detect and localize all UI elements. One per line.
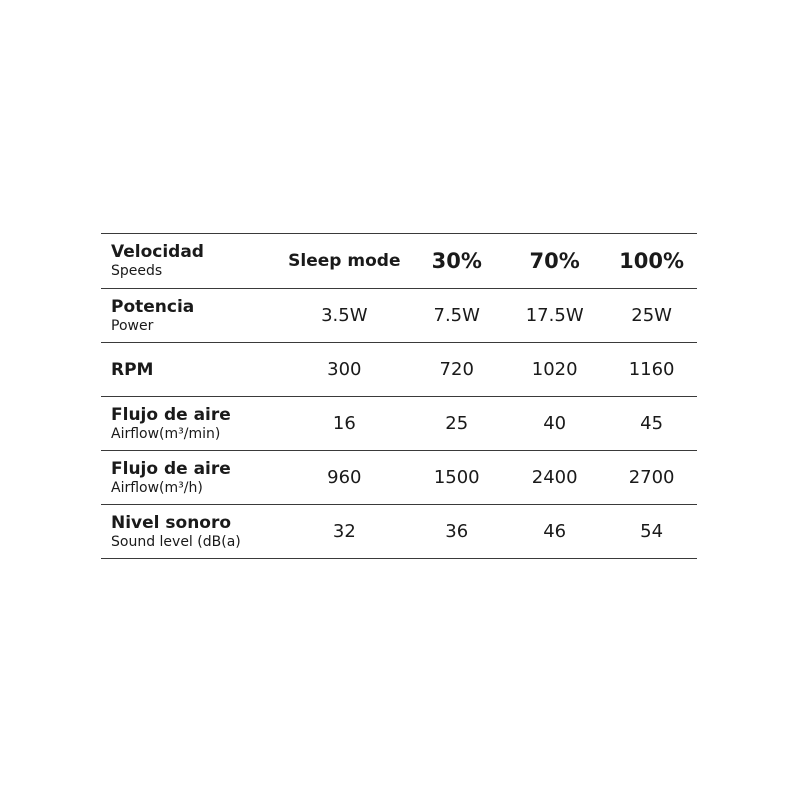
cell-value: 25: [445, 413, 469, 434]
cell-value: 2700: [628, 467, 675, 488]
column-header-sleep-mode: Sleep mode: [288, 251, 401, 271]
row-label-main: Flujo de aire: [111, 404, 231, 425]
header-row: [101, 234, 697, 289]
cell-value: 36: [445, 521, 469, 542]
row-label-sub: Airflow(m³/h): [111, 479, 203, 496]
table-row-airflow-min: [101, 397, 697, 451]
column-header-70: 70%: [529, 249, 580, 273]
cell-value: 1160: [628, 359, 675, 380]
table-row-airflow-hour: [101, 451, 697, 505]
table-row-sound-level: [101, 505, 697, 559]
cell-value: 16: [332, 413, 356, 434]
row-label-cell: [101, 289, 278, 343]
cell-value: 3.5W: [321, 305, 368, 326]
cell-value: 17.5W: [525, 305, 584, 326]
cell-value: 1020: [531, 359, 578, 380]
row-label-main: RPM: [111, 359, 154, 380]
row-label-cell: [101, 343, 278, 397]
row-label-main: Potencia: [111, 296, 195, 317]
cell-value: 54: [640, 521, 664, 542]
row-label-sub: Sound level (dB(a): [111, 533, 241, 550]
cell-value: 1500: [433, 467, 480, 488]
row-label-cell: [101, 505, 278, 559]
table-row-rpm: [101, 343, 697, 397]
cell-value: 960: [327, 467, 362, 488]
row-label-main: Nivel sonoro: [111, 512, 232, 533]
cell-value: 46: [543, 521, 567, 542]
cell-value: 720: [439, 359, 474, 380]
cell-value: 25W: [631, 305, 672, 326]
table-row-power: [101, 289, 697, 343]
cell-value: 32: [332, 521, 356, 542]
row-label-cell: [101, 397, 278, 451]
row-label-main: Flujo de aire: [111, 458, 231, 479]
cell-value: 45: [640, 413, 664, 434]
spec-table: [101, 233, 697, 559]
header-label-main: Velocidad: [111, 242, 204, 262]
column-header-30: 30%: [431, 249, 482, 273]
cell-value: 300: [327, 359, 362, 380]
cell-value: 7.5W: [433, 305, 480, 326]
column-header-100: 100%: [619, 249, 685, 273]
row-label-sub: Power: [111, 317, 154, 334]
header-label-sub: Speeds: [111, 263, 163, 279]
cell-value: 40: [543, 413, 567, 434]
row-label-sub: Airflow(m³/min): [111, 425, 221, 442]
header-label-cell: [101, 234, 278, 289]
cell-value: 2400: [531, 467, 578, 488]
row-label-cell: [101, 451, 278, 505]
